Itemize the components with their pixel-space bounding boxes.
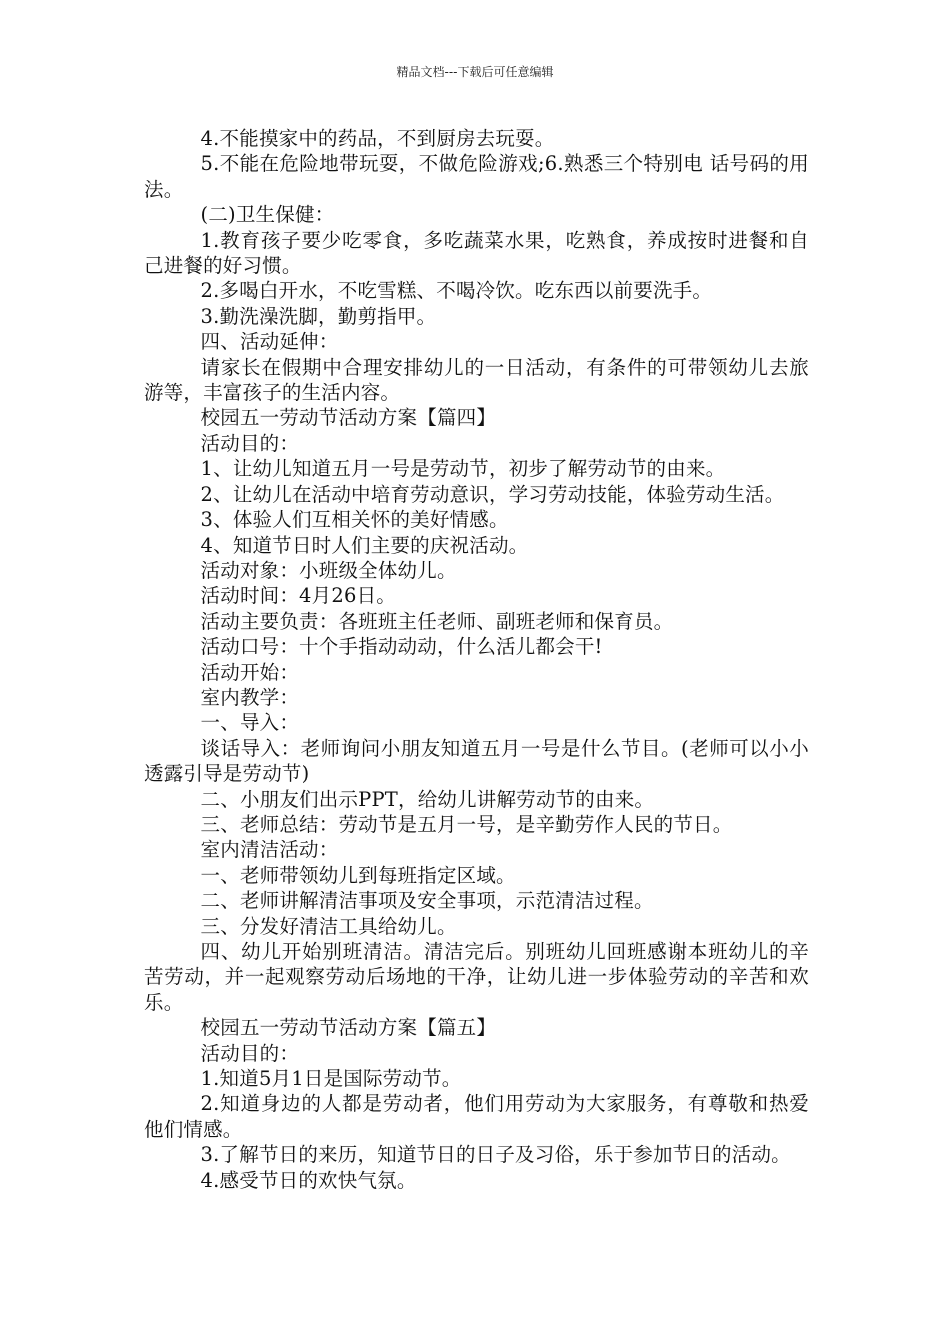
paragraph: 3.了解节日的来历，知道节日的日子及习俗，乐于参加节日的活动。 (200, 1143, 791, 1167)
paragraph: 活动时间：4月26日。 (200, 584, 396, 608)
paragraph: 活动目的： (200, 1041, 300, 1065)
paragraph: (二)卫生保健： (200, 203, 335, 227)
paragraph: 1.知道5月1日是国际劳动节。 (200, 1067, 462, 1091)
paragraph: 3、体验人们互相关怀的美好情感。 (200, 508, 509, 532)
paragraph: 4、知道节日时人们主要的庆祝活动。 (200, 533, 529, 557)
paragraph: 一、导入： (200, 711, 300, 735)
paragraph: 活动目的： (200, 431, 300, 455)
paragraph: 1、让幼儿知道五月一号是劳动节，初步了解劳动节的由来。 (200, 457, 726, 481)
paragraph: 4.不能摸家中的药品，不到厨房去玩耍。 (200, 127, 555, 150)
section-heading: 四、活动延伸： (200, 330, 339, 354)
paragraph: 室内清洁活动： (200, 838, 339, 862)
section-title: 校园五一劳动节活动方案【篇五】 (200, 1016, 497, 1040)
paragraph: 活动开始： (200, 660, 300, 684)
section-title: 校园五一劳动节活动方案【篇四】 (200, 406, 497, 430)
paragraph: 三、分发好清洁工具给幼儿。 (200, 914, 457, 938)
paragraph: 四、幼儿开始别班清洁。清洁完后。别班幼儿回班感谢本班幼儿的辛苦劳动，并一起观察劳动后场地的干净，让幼儿进一步体验劳动的辛苦和欢乐。 (144, 940, 809, 1014)
paragraph: 1.教育孩子要少吃零食，多吃蔬菜水果，吃熟食，养成按时进餐和自己进餐的好习惯。 (144, 228, 809, 278)
paragraph: 谈话导入：老师询问小朋友知道五月一号是什么节目。(老师可以小小透露引导是劳动节) (144, 736, 809, 786)
paragraph: 2.多喝白开水，不吃雪糕、不喝冷饮。吃东西以前要洗手。 (200, 279, 713, 303)
paragraph: 室内教学： (200, 685, 300, 709)
paragraph: 活动对象：小班级全体幼儿。 (200, 558, 457, 582)
paragraph: 二、老师讲解清洁事项及安全事项，示范清洁过程。 (200, 889, 654, 913)
paragraph: 活动主要负责：各班班主任老师、副班老师和保育员。 (200, 609, 674, 633)
paragraph: 5.不能在危险地带玩耍，不做危险游戏;6.熟悉三个特别电 话号码的用法。 (144, 152, 809, 201)
paragraph: 2.知道身边的人都是劳动者，他们用劳动为大家服务，有尊敬和热爱他们情感。 (144, 1092, 809, 1141)
paragraph: 4.感受节日的欢快气氛。 (200, 1168, 417, 1192)
paragraph: 三、老师总结：劳动节是五月一号，是辛勤劳作人民的节日。 (200, 812, 733, 836)
paragraph: 2、让幼儿在活动中培育劳动意识，学习劳动技能，体验劳动生活。 (200, 482, 785, 506)
document-body (144, 126, 809, 1193)
paragraph: 请家长在假期中合理安排幼儿的一日活动，有条件的可带领幼儿去旅游等，丰富孩子的生活内容。 (144, 355, 809, 405)
paragraph: 3.勤洗澡洗脚，勤剪指甲。 (200, 304, 437, 328)
paragraph: 二、小朋友们出示PPT，给幼儿讲解劳动节的由来。 (200, 787, 655, 811)
paragraph: 一、老师带领幼儿到每班指定区域。 (200, 863, 516, 887)
page-header: 精品文档---下载后可任意编辑 (396, 65, 554, 79)
paragraph: 活动口号：十个手指动动动，什么活儿都会干! (200, 635, 603, 659)
